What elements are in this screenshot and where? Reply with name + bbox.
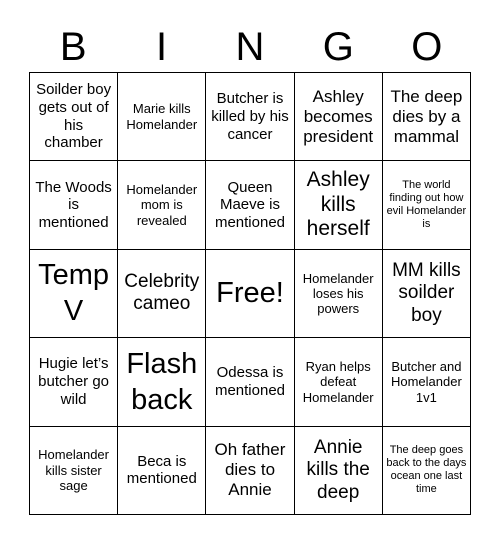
bingo-cell-r5c5[interactable]: The deep goes back to the days ocean one last time	[383, 427, 471, 515]
header-letter-b: B	[59, 25, 87, 69]
bingo-cell-free[interactable]: Free!	[206, 250, 294, 338]
bingo-cell-r1c1[interactable]: Soilder boy gets out of his chamber	[30, 73, 118, 161]
bingo-cell-r5c2[interactable]: Beca is mentioned	[118, 427, 206, 515]
bingo-cell-r4c4[interactable]: Ryan helps defeat Homelander	[295, 338, 383, 426]
bingo-header	[29, 22, 471, 72]
bingo-cell-r4c2[interactable]: Flash back	[118, 338, 206, 426]
bingo-cell-r4c1[interactable]: Hugie let’s butcher go wild	[30, 338, 118, 426]
bingo-cell-r4c5[interactable]: Butcher and Homelander 1v1	[383, 338, 471, 426]
bingo-cell-r2c4[interactable]: Ashley kills herself	[295, 161, 383, 249]
bingo-cell-r4c3[interactable]: Odessa is mentioned	[206, 338, 294, 426]
bingo-cell-r1c2[interactable]: Marie kills Homelander	[118, 73, 206, 161]
bingo-cell-r3c2[interactable]: Celebrity cameo	[118, 250, 206, 338]
bingo-cell-r2c5[interactable]: The world finding out how evil Homelander is	[383, 161, 471, 249]
bingo-cell-r2c2[interactable]: Homelander mom is revealed	[118, 161, 206, 249]
bingo-board	[29, 72, 471, 515]
bingo-cell-r3c5[interactable]: MM kills soilder boy	[383, 250, 471, 338]
header-letter-i: I	[156, 25, 168, 69]
bingo-cell-r5c3[interactable]: Oh father dies to Annie	[206, 427, 294, 515]
bingo-cell-r5c1[interactable]: Homelander kills sister sage	[30, 427, 118, 515]
header-letter-o: O	[411, 25, 443, 69]
bingo-cell-r5c4[interactable]: Annie kills the deep	[295, 427, 383, 515]
bingo-cell-r1c4[interactable]: Ashley becomes president	[295, 73, 383, 161]
bingo-cell-r3c4[interactable]: Homelander loses his powers	[295, 250, 383, 338]
bingo-cell-r2c1[interactable]: The Woods is mentioned	[30, 161, 118, 249]
bingo-cell-r2c3[interactable]: Queen Maeve is mentioned	[206, 161, 294, 249]
bingo-cell-r1c3[interactable]: Butcher is killed by his cancer	[206, 73, 294, 161]
header-letter-n: N	[235, 25, 265, 69]
bingo-cell-r1c5[interactable]: The deep dies by a mammal	[383, 73, 471, 161]
bingo-cell-r3c1[interactable]: Temp V	[30, 250, 118, 338]
header-letter-g: G	[322, 25, 354, 69]
